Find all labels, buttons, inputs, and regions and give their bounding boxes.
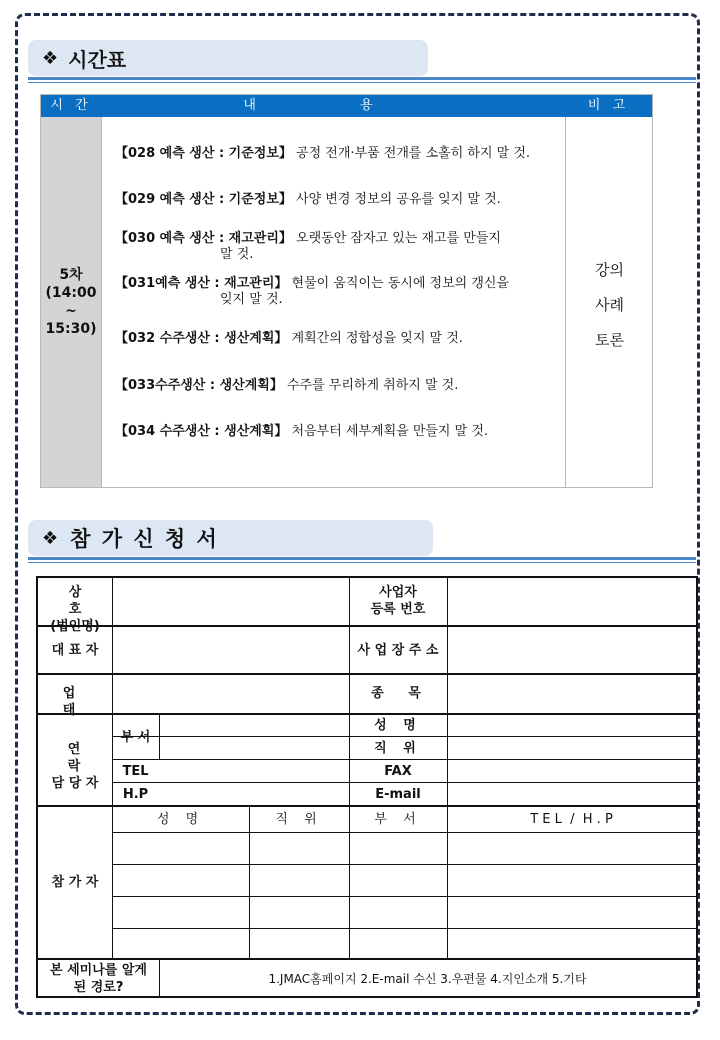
header-content: 내 용 — [243, 98, 423, 113]
schedule-item — [115, 192, 501, 208]
session-time-cell — [41, 117, 102, 487]
section-heading-application — [28, 520, 433, 556]
route-label-sub: 된 경로? — [73, 980, 124, 995]
item-text: 처음부터 세부계획을 만들지 말 것. — [291, 424, 489, 439]
tel-label: TEL — [122, 764, 149, 779]
hp-label: H.P — [122, 787, 149, 802]
contact-label-sub: 담 당 자 — [51, 776, 99, 791]
name-field[interactable] — [448, 715, 696, 736]
biztype-label: 업 태 — [62, 686, 96, 718]
company-label-sub: (법인명) — [50, 619, 100, 634]
schedule-item — [115, 331, 463, 347]
schedule-item — [115, 276, 509, 308]
participants-label: 참 가 자 — [51, 875, 99, 890]
item-text: 계획간의 정합성을 잊지 말 것. — [291, 331, 463, 346]
heading-rule-thin — [28, 562, 696, 563]
name-label: 성 명 — [374, 718, 422, 733]
fax-field[interactable] — [448, 760, 696, 782]
participant-header-dept: 부 서 — [374, 812, 422, 827]
session-start: (14:00 — [45, 285, 97, 301]
item-label: 종 목 — [371, 686, 431, 701]
tel-field[interactable] — [160, 760, 349, 782]
bizno-label-sub: 등록 번호 — [370, 602, 426, 617]
item-text-cont: 잊지 말 것. — [220, 292, 283, 307]
dept-field[interactable] — [160, 715, 349, 759]
route-options: 1.JMAC홈페이지 2.E-mail 수신 3.우편물 4.지인소개 5.기타 — [268, 972, 587, 986]
note-case: 사례 — [595, 296, 624, 314]
company-label: 상 호 — [68, 585, 96, 617]
header-note: 비 고 — [587, 98, 630, 113]
session-tilde: ~ — [65, 303, 77, 319]
ceo-label: 대 표 자 — [51, 643, 99, 658]
participant-header-tel: T E L / H . P — [530, 812, 613, 827]
heading-rule — [28, 557, 696, 560]
header-time: 시 간 — [50, 98, 92, 113]
email-label: E-mail — [375, 787, 421, 802]
note-cell — [565, 117, 653, 487]
section-title: 시간표 — [68, 47, 127, 72]
note-discussion: 토론 — [595, 331, 624, 349]
item-tag: 【031예측 생산 : 재고관리】 — [115, 276, 288, 291]
item-tag: 【028 예측 생산 : 기준정보】 — [115, 146, 292, 161]
note-lecture: 강의 — [595, 261, 624, 279]
item-text: 사양 변경 정보의 공유를 잊지 말 것. — [296, 192, 501, 207]
heading-rule — [28, 77, 696, 80]
fax-label: FAX — [384, 764, 412, 779]
hp-field[interactable] — [160, 783, 349, 805]
item-tag: 【034 수주생산 : 생산계획】 — [115, 424, 288, 439]
item-field[interactable] — [448, 675, 696, 713]
schedule-header-row — [41, 95, 652, 117]
bizno-label: 사업자 — [379, 585, 417, 600]
biztype-field[interactable] — [113, 675, 349, 713]
session-number: 5차 — [59, 267, 83, 283]
address-field[interactable] — [448, 627, 696, 673]
schedule-item — [115, 146, 530, 162]
item-text-cont: 말 것. — [220, 247, 254, 262]
item-text: 오랫동안 잠자고 있는 재고를 만들지 — [296, 231, 501, 246]
contact-label: 연 락 — [67, 742, 97, 774]
dept-label: 부 서 — [120, 730, 151, 745]
company-field[interactable] — [113, 578, 349, 625]
item-text: 수주를 무리하게 취하지 말 것. — [287, 378, 459, 393]
item-tag: 【030 예측 생산 : 재고관리】 — [115, 231, 292, 246]
diamond-bullet-icon: ❖ — [42, 47, 59, 69]
item-text: 공정 전개·부품 전개를 소홀히 하지 말 것. — [296, 146, 531, 161]
address-label: 사 업 장 주 소 — [357, 643, 439, 658]
schedule-table — [40, 94, 653, 488]
schedule-item — [115, 424, 488, 440]
position-label: 직 위 — [374, 741, 422, 756]
schedule-item — [115, 378, 458, 394]
heading-rule-thin — [28, 82, 696, 83]
section-title: 참 가 신 청 서 — [70, 527, 219, 551]
route-label: 본 세미나를 알게 — [50, 963, 147, 978]
participant-header-name: 성 명 — [156, 812, 205, 827]
email-field[interactable] — [448, 783, 696, 805]
diamond-bullet-icon: ❖ — [42, 527, 61, 549]
bizno-field[interactable] — [448, 578, 696, 625]
position-field[interactable] — [448, 737, 696, 759]
item-tag: 【032 수주생산 : 생산계획】 — [115, 331, 288, 346]
session-end: 15:30) — [45, 321, 97, 337]
item-tag: 【029 예측 생산 : 기준정보】 — [115, 192, 292, 207]
ceo-field[interactable] — [113, 627, 349, 673]
participant-header-position: 직 위 — [275, 812, 323, 827]
application-form — [36, 576, 698, 998]
section-heading-schedule — [28, 40, 428, 76]
schedule-item — [115, 231, 501, 263]
item-text: 현물이 움직이는 동시에 정보의 갱신을 — [291, 276, 509, 291]
item-tag: 【033수주생산 : 생산계획】 — [115, 378, 283, 393]
